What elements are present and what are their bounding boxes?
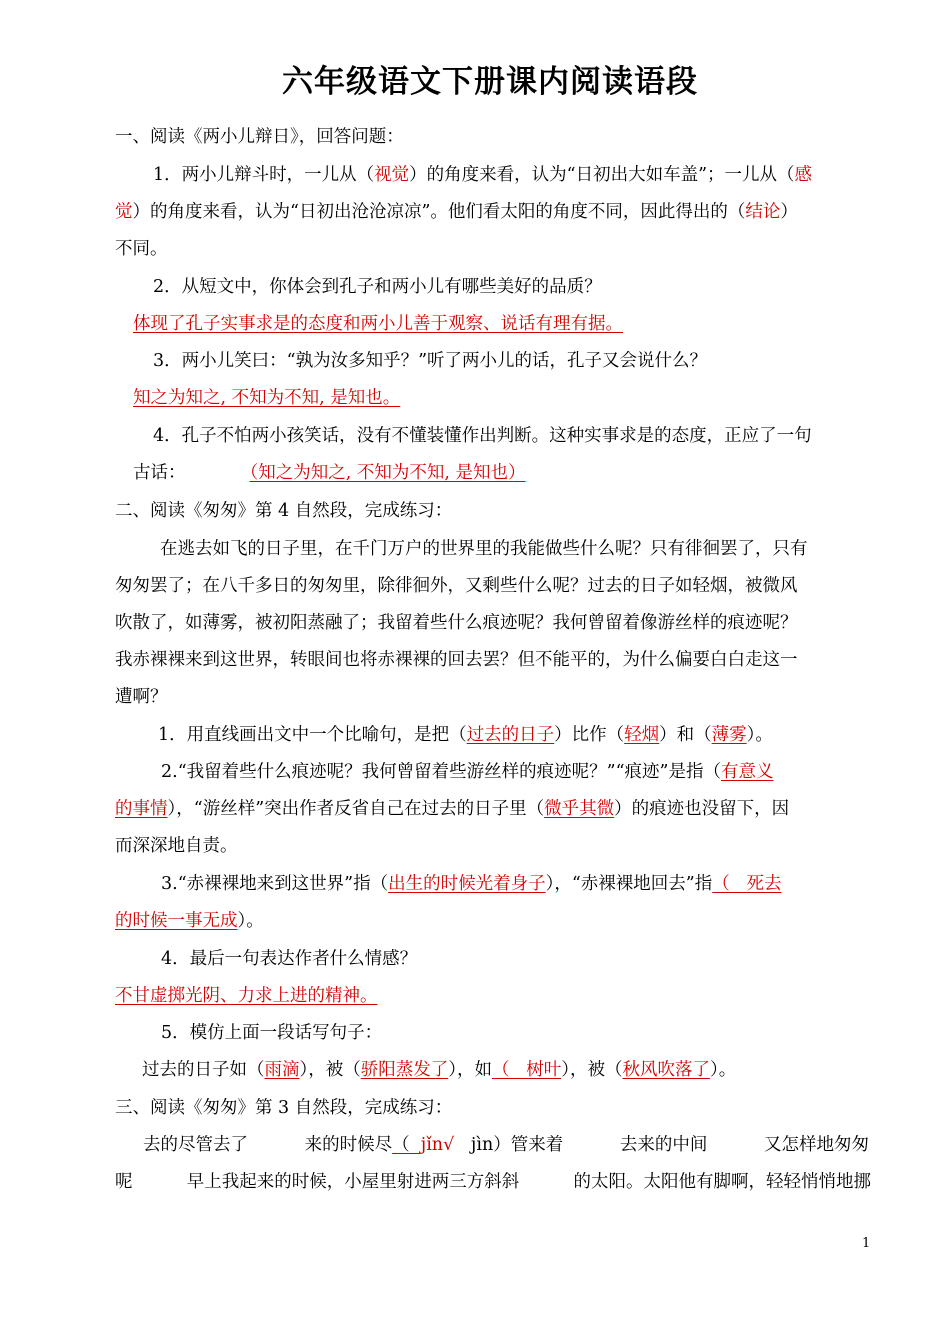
answer: jǐn√ (420, 1135, 455, 1155)
answer: （知之为知之, 不知为不知, 是知也） (249, 463, 526, 483)
passage-line: 匆匆罢了；在八千多日的匆匆里，除徘徊外，又剩些什么呢？过去的日子如轻烟，被微风 (115, 576, 798, 596)
answer: （ 树叶 (492, 1060, 562, 1080)
s2-q2-line3: 而深深地自责。 (115, 836, 238, 856)
section-3-heading: 三、阅读《匆匆》第 3 自然段，完成练习： (115, 1098, 453, 1118)
answer: 的事情 (115, 799, 168, 819)
answer: 骄阳蒸发了 (360, 1060, 449, 1080)
s2-q5-question: 5．模仿上面一段话写句子： (161, 1023, 383, 1043)
answer: 出生的时候光着身子 (388, 874, 546, 894)
s1-q4-line2: 古话： （知之为知之, 不知为不知, 是知也） (133, 463, 526, 483)
answer: 轻烟 (624, 725, 660, 745)
s2-q4-question: 4．最后一句表达作者什么情感？ (161, 949, 418, 969)
passage-line: 吹散了，如薄雾，被初阳蒸融了；我留着些什么痕迹呢？我何曾留着像游丝样的痕迹呢？ (115, 613, 798, 633)
answer: （ 死去 (712, 874, 782, 894)
s1-q2-question: 2．从短文中，你体会到孔子和两小儿有哪些美好的品质？ (153, 277, 602, 297)
answer: 视觉 (374, 165, 410, 185)
answer: 过去的日子 (466, 725, 555, 745)
answer: 结论 (745, 202, 781, 222)
passage-line: 遭啊？ (115, 687, 168, 707)
answer: 感 (794, 165, 813, 185)
page-title: 六年级语文下册课内阅读语段 (282, 64, 698, 100)
s2-q5-answer-line: 过去的日子如（雨滴），被（骄阳蒸发了），如（ 树叶），被（秋风吹落了）。 (142, 1060, 737, 1080)
page-number: 1 (862, 1236, 871, 1251)
s2-q3-line1: 3.“赤裸裸地来到这世界”指（出生的时候光着身子），“赤裸裸地回去”指（ 死去 (161, 874, 782, 894)
s2-q2-line2: 的事情），“游丝样”突出作者反省自己在过去的日子里（微乎其微）的痕迹也没留下，因 (115, 799, 790, 819)
passage-line: 在逃去如飞的日子里，在千门万户的世界里的我能做些什么呢？只有徘徊罢了，只有 (160, 539, 808, 559)
s1-q3-answer: 知之为知之, 不知为不知, 是知也。 (133, 388, 401, 408)
answer: 薄雾 (711, 725, 747, 745)
s1-q3-question: 3．两小儿笑曰：“孰为汝多知乎？”听了两小儿的话，孔子又会说什么？ (153, 351, 708, 371)
pinyin-choice: 来的时候尽（ jǐn√ jìn）管来着 (304, 1135, 564, 1155)
answer: 秋风吹落了 (622, 1060, 710, 1080)
s1-q4-question: 4．孔子不怕两小孩笑话，没有不懂装懂作出判断。这种实事求是的态度，正应了一句 (153, 426, 812, 446)
section-1-heading: 一、阅读《两小儿辩日》，回答问题： (115, 127, 404, 147)
s2-q4-answer: 不甘虚掷光阴、力求上进的精神。 (115, 986, 378, 1006)
answer: 的时候一事无成 (115, 911, 238, 931)
s1-q1-line1: 1．两小儿辩斗时，一儿从（视觉）的角度来看，认为“日初出大如车盖”；一儿从（感 (153, 165, 813, 185)
s2-q2-line1: 2.“我留着些什么痕迹呢？我何曾留着些游丝样的痕迹呢？”“痕迹”是指（有意义 (161, 762, 774, 782)
answer: 微乎其微 (544, 799, 615, 819)
s1-q1-line3: 不同。 (115, 239, 168, 259)
answer: 觉 (115, 202, 133, 222)
passage-line: 我赤裸裸来到这世界，转眼间也将赤裸裸的回去罢？但不能平的，为什么偏要白白走这一 (115, 650, 798, 670)
answer: 雨滴 (264, 1060, 300, 1080)
s3-passage-line2: 呢 早上我起来的时候，小屋里射进两三方斜斜 的太阳。太阳他有脚啊，轻轻悄悄地挪 (115, 1172, 871, 1192)
s1-q1-line2: 觉）的角度来看，认为“日初出沧沧凉凉”。他们看太阳的角度不同，因此得出的（结论） (115, 202, 798, 222)
answer: 有意义 (720, 762, 774, 782)
s2-q1-line: 1．用直线画出文中一个比喻句，是把（过去的日子）比作（轻烟）和（薄雾）。 (158, 725, 773, 745)
s2-q3-line2: 的时候一事无成）。 (115, 911, 264, 931)
s3-passage-line1: 去的尽管去了 来的时候尽（ jǐn√ jìn）管来着 去来的中间 又怎样地匆匆 (143, 1135, 869, 1155)
section-2-heading: 二、阅读《匆匆》第 4 自然段，完成练习： (115, 501, 453, 521)
s1-q2-answer: 体现了孔子实事求是的态度和两小儿善于观察、说话有理有据。 (133, 314, 623, 334)
